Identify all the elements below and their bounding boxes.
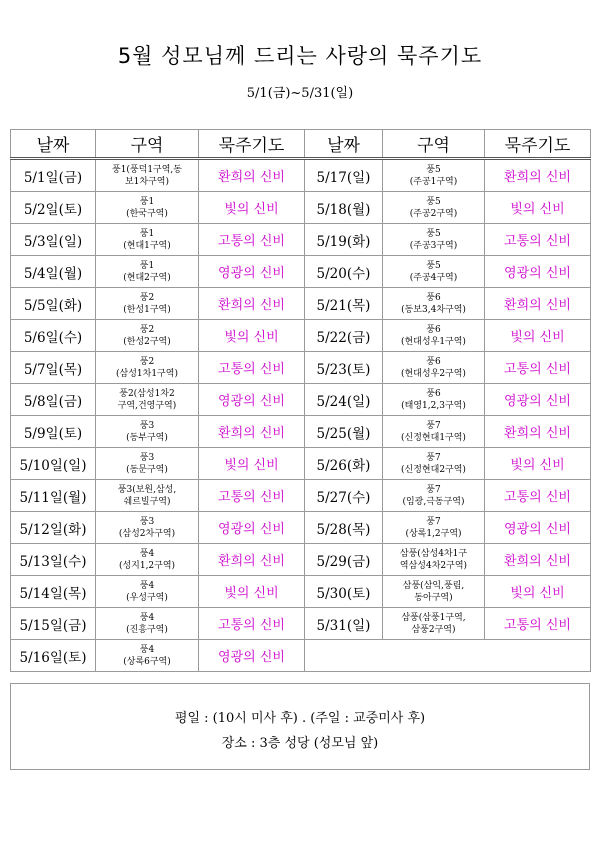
area-cell [96, 448, 199, 480]
mystery-cell: 고통의 신비 [199, 352, 305, 384]
area-cell [96, 480, 199, 512]
area-cell [96, 352, 199, 384]
table-row [11, 640, 591, 672]
mystery-cell: 환희의 신비 [199, 159, 305, 192]
header-area: 구역 [96, 130, 199, 159]
area-cell [383, 352, 485, 384]
area-line: (동문구역) [126, 464, 168, 475]
area-cell [383, 480, 485, 512]
area-line: 구역,건영구역) [117, 400, 177, 411]
notes-box [10, 683, 590, 770]
date-cell: 5/28(목) [305, 512, 383, 544]
rosary-schedule-table [10, 129, 591, 672]
area-line: 쉐르빌구역) [123, 496, 171, 507]
area-line: (삼성2차구역) [118, 528, 176, 539]
area-cell [383, 544, 485, 576]
date-cell: 5/19(화) [305, 224, 383, 256]
mystery-cell: 환희의 신비 [485, 288, 591, 320]
area-line: 삼풍(삼풍1구역, [401, 612, 466, 623]
area-cell [383, 224, 485, 256]
date-cell: 5/5일(화) [11, 288, 96, 320]
mystery-cell: 빛의 신비 [485, 576, 591, 608]
table-row [11, 352, 591, 384]
mystery-cell: 고통의 신비 [485, 224, 591, 256]
area-cell [383, 320, 485, 352]
area-line: (한성1구역) [123, 304, 171, 315]
area-line: 풍4 [139, 548, 155, 559]
schedule-note: 평일 : (10시 미사 후) . (주일 : 교중미사 후) [174, 711, 426, 726]
area-line: (주공1구역) [409, 176, 458, 187]
area-line: 풍2 [139, 356, 155, 367]
mystery-cell: 고통의 신비 [199, 224, 305, 256]
date-cell: 5/6일(수) [11, 320, 96, 352]
date-cell: 5/12일(화) [11, 512, 96, 544]
area-line: 삼풍(삼익,풍림, [402, 580, 465, 591]
area-line: 풍2 [139, 324, 155, 335]
table-header-row [11, 130, 591, 159]
header-rosary: 묵주기도 [199, 130, 305, 159]
area-line: 풍6 [426, 324, 441, 335]
mystery-cell: 환희의 신비 [199, 288, 305, 320]
date-cell: 5/22(금) [305, 320, 383, 352]
area-line: 풍6 [426, 356, 441, 367]
table-row [11, 320, 591, 352]
area-line: (임광,극동구역) [402, 496, 465, 507]
date-cell: 5/11일(월) [11, 480, 96, 512]
area-cell [96, 192, 199, 224]
table-row [11, 448, 591, 480]
area-line: (주공4구역) [409, 272, 458, 283]
mystery-cell: 빛의 신비 [485, 192, 591, 224]
date-cell: 5/27(수) [305, 480, 383, 512]
area-line: 풍7 [426, 452, 441, 463]
date-cell: 5/10일(일) [11, 448, 96, 480]
area-cell [96, 544, 199, 576]
area-line: (한국구역) [126, 208, 168, 219]
area-cell [383, 448, 485, 480]
area-line: (상록6구역) [123, 656, 171, 667]
area-cell [383, 256, 485, 288]
date-cell: 5/2일(토) [11, 192, 96, 224]
area-line: 풍6 [426, 292, 441, 303]
mystery-cell: 영광의 신비 [485, 384, 591, 416]
mystery-cell: 영광의 신비 [485, 256, 591, 288]
area-line: (상록1,2구역) [405, 528, 462, 539]
mystery-cell: 빛의 신비 [485, 448, 591, 480]
date-cell: 5/18(월) [305, 192, 383, 224]
mystery-cell: 영광의 신비 [485, 512, 591, 544]
table-row [11, 192, 591, 224]
area-cell [383, 576, 485, 608]
mystery-cell: 고통의 신비 [485, 608, 591, 640]
date-cell: 5/31(일) [305, 608, 383, 640]
area-line: 풍3 [139, 452, 155, 463]
area-line: 풍4 [139, 580, 155, 591]
date-cell: 5/30(토) [305, 576, 383, 608]
empty-cell [305, 640, 591, 672]
area-line: (주공3구역) [409, 240, 458, 251]
area-cell [96, 159, 199, 192]
area-cell [383, 416, 485, 448]
area-line: (태영1,2,3구역) [401, 400, 466, 411]
area-line: 풍5 [426, 164, 441, 175]
mystery-cell: 환희의 신비 [199, 416, 305, 448]
date-cell: 5/13일(수) [11, 544, 96, 576]
mystery-cell: 고통의 신비 [485, 480, 591, 512]
table-row [11, 544, 591, 576]
area-cell [96, 256, 199, 288]
mystery-cell: 영광의 신비 [199, 640, 305, 672]
mystery-cell: 고통의 신비 [199, 608, 305, 640]
area-cell [383, 608, 485, 640]
area-line: 보1차구역) [124, 176, 169, 187]
area-line: (현대성우1구역) [401, 336, 466, 347]
area-line: 풍7 [426, 516, 441, 527]
area-cell [383, 288, 485, 320]
area-line: (동보3,4차구역) [401, 304, 466, 315]
area-cell [96, 224, 199, 256]
area-line: (신정현대1구역) [401, 432, 466, 443]
area-line: 동아구역) [414, 592, 453, 603]
document-title: 5월 성모님께 드리는 사랑의 묵주기도 [117, 44, 483, 68]
table-row [11, 512, 591, 544]
location-note: 장소 : 3층 성당 (성모님 앞) [221, 736, 379, 751]
date-cell: 5/4일(월) [11, 256, 96, 288]
date-cell: 5/9일(토) [11, 416, 96, 448]
area-line: 풍5 [426, 260, 441, 271]
area-line: 풍1 [139, 260, 155, 271]
mystery-cell: 빛의 신비 [199, 576, 305, 608]
date-cell: 5/1일(금) [11, 159, 96, 192]
date-cell: 5/8일(금) [11, 384, 96, 416]
area-line: 풍5 [426, 228, 441, 239]
area-line: 풍2(삼성1차2 [119, 388, 175, 399]
table-row [11, 416, 591, 448]
area-line: (신정현대2구역) [401, 464, 466, 475]
area-cell [383, 192, 485, 224]
area-line: 풍3(보원,삼성, [117, 484, 177, 495]
area-cell [96, 576, 199, 608]
date-cell: 5/21(목) [305, 288, 383, 320]
table-row [11, 384, 591, 416]
table-row [11, 288, 591, 320]
header-date: 날짜 [305, 130, 383, 159]
area-line: 풍4 [139, 644, 155, 655]
area-line: 풍4 [139, 612, 155, 623]
mystery-cell: 빛의 신비 [199, 448, 305, 480]
table-row [11, 608, 591, 640]
mystery-cell: 환희의 신비 [485, 159, 591, 192]
area-cell [383, 384, 485, 416]
area-cell [96, 608, 199, 640]
area-line: (동부구역) [126, 432, 168, 443]
mystery-cell: 고통의 신비 [485, 352, 591, 384]
area-line: 풍3 [139, 516, 155, 527]
mystery-cell: 빛의 신비 [199, 192, 305, 224]
date-cell: 5/16일(토) [11, 640, 96, 672]
area-line: (현대1구역) [123, 240, 171, 251]
area-line: (한성2구역) [123, 336, 171, 347]
table-row [11, 224, 591, 256]
mystery-cell: 영광의 신비 [199, 256, 305, 288]
area-cell [383, 159, 485, 192]
header-date: 날짜 [11, 130, 96, 159]
area-cell [96, 288, 199, 320]
date-cell: 5/24(일) [305, 384, 383, 416]
table-row [11, 576, 591, 608]
mystery-cell: 빛의 신비 [485, 320, 591, 352]
mystery-cell: 고통의 신비 [199, 480, 305, 512]
area-line: 풍5 [426, 196, 441, 207]
date-cell: 5/23(토) [305, 352, 383, 384]
area-line: 풍6 [426, 388, 441, 399]
date-cell: 5/29(금) [305, 544, 383, 576]
area-line: (진흥구역) [126, 624, 168, 635]
area-cell [96, 512, 199, 544]
area-line: (현대2구역) [123, 272, 171, 283]
mystery-cell: 영광의 신비 [199, 384, 305, 416]
table-row [11, 159, 591, 192]
area-cell [96, 416, 199, 448]
mystery-cell: 영광의 신비 [199, 512, 305, 544]
date-cell: 5/7일(목) [11, 352, 96, 384]
area-line: (우성구역) [126, 592, 168, 603]
header-area: 구역 [383, 130, 485, 159]
date-cell: 5/15일(금) [11, 608, 96, 640]
area-cell [96, 640, 199, 672]
mystery-cell: 환희의 신비 [199, 544, 305, 576]
area-line: 풍1 [139, 228, 155, 239]
area-line: 삼풍(삼성4차1구 [399, 548, 468, 559]
area-line: (주공2구역) [409, 208, 458, 219]
date-cell: 5/25(월) [305, 416, 383, 448]
date-range: 5/1(금)~5/31(일) [246, 86, 354, 101]
date-cell: 5/20(수) [305, 256, 383, 288]
area-line: 풍1 [139, 196, 155, 207]
area-line: 역삼성4차2구역) [399, 560, 468, 571]
area-line: 풍1(풍덕1구역,동 [112, 164, 182, 175]
area-line: (현대성우2구역) [401, 368, 466, 379]
date-cell: 5/26(화) [305, 448, 383, 480]
date-cell: 5/14일(목) [11, 576, 96, 608]
area-cell [96, 384, 199, 416]
mystery-cell: 빛의 신비 [199, 320, 305, 352]
table-row [11, 480, 591, 512]
date-cell: 5/17(일) [305, 159, 383, 192]
area-line: 풍7 [426, 420, 441, 431]
area-line: 삼풍2구역) [411, 624, 456, 635]
header-rosary: 묵주기도 [485, 130, 591, 159]
area-line: (성지1,2구역) [118, 560, 176, 571]
area-line: (삼성1차1구역) [116, 368, 178, 379]
area-cell [96, 320, 199, 352]
area-line: 풍7 [426, 484, 441, 495]
area-line: 풍2 [139, 292, 155, 303]
mystery-cell: 환희의 신비 [485, 416, 591, 448]
area-cell [383, 512, 485, 544]
mystery-cell: 환희의 신비 [485, 544, 591, 576]
area-line: 풍3 [139, 420, 155, 431]
date-cell: 5/3일(일) [11, 224, 96, 256]
table-row [11, 256, 591, 288]
